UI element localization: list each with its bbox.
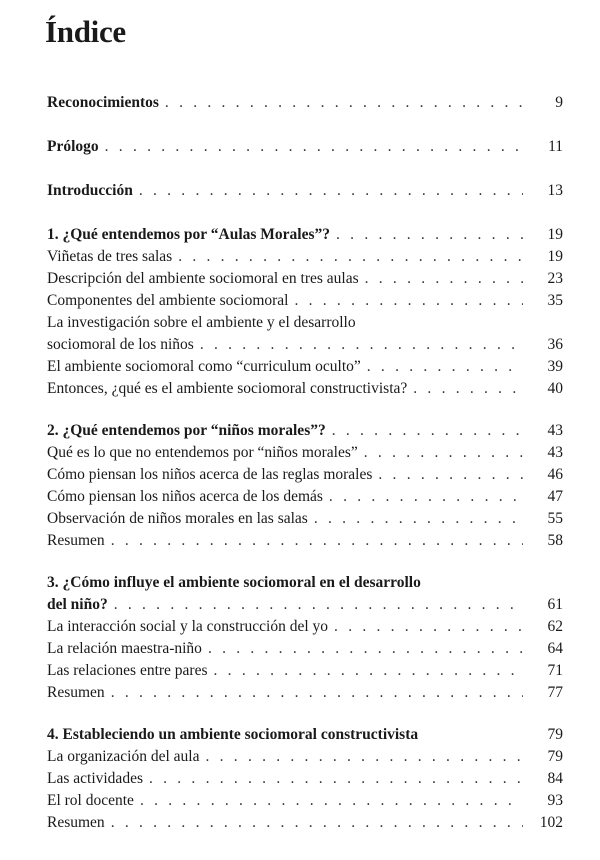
page-number: 84: [547, 770, 563, 787]
page-number: 77: [547, 684, 563, 701]
entry-title: Viñetas de tres salas: [47, 248, 173, 265]
entry-title: Descripción del ambiente sociomoral en tres aulas: [47, 270, 359, 287]
entry-title: Cómo piensan los niños acerca de los demás: [47, 488, 323, 505]
front-matter-entry: [47, 180, 563, 202]
page-number: 19: [547, 226, 563, 243]
page-number: 11: [548, 138, 563, 155]
entry-title: La organización del aula: [47, 748, 200, 765]
chapter-section: [47, 572, 563, 704]
page-number: 62: [547, 618, 563, 635]
chapter-section: [47, 724, 563, 834]
chapter-heading[interactable]: [47, 594, 563, 616]
page-number: 47: [547, 488, 563, 505]
page-number: 23: [547, 270, 563, 287]
dot-leader: [214, 660, 523, 682]
front-matter-entry: [47, 136, 563, 158]
page-number: 93: [547, 792, 563, 809]
dot-leader: [111, 530, 523, 552]
toc-entry[interactable]: [47, 530, 563, 552]
entry-title: Introducción: [47, 182, 133, 199]
dot-leader: [114, 594, 523, 616]
entry-title: La interacción social y la construcción del yo: [47, 618, 329, 635]
page-number: 64: [547, 640, 563, 657]
entry-title: El rol docente: [47, 792, 134, 809]
dot-leader: [200, 334, 523, 356]
dot-leader: [332, 420, 523, 442]
entry-title: Cómo piensan los niños acerca de las reglas morales: [47, 466, 373, 483]
dot-leader: [365, 268, 523, 290]
page-number: 79: [547, 726, 563, 743]
entry-title: Entonces, ¿qué es el ambiente sociomoral constructivista?: [47, 380, 408, 397]
page-number: 35: [547, 292, 563, 309]
toc-entry[interactable]: [47, 246, 563, 268]
page-number: 9: [555, 94, 563, 111]
entry-title: Resumen: [47, 532, 105, 549]
page-number: 43: [547, 422, 563, 439]
entry-title: 4. Estableciendo un ambiente sociomoral constructivista: [47, 726, 419, 743]
dot-leader: [367, 356, 523, 378]
dot-leader: [140, 790, 523, 812]
page-number: 71: [547, 662, 563, 679]
dot-leader: [336, 224, 523, 246]
dot-leader: [378, 464, 523, 486]
dot-leader: [111, 682, 523, 704]
toc-entry[interactable]: [47, 136, 563, 158]
entry-title: Componentes del ambiente sociomoral: [47, 292, 289, 309]
chapter-heading-first-line: 3. ¿Cómo influye el ambiente sociomoral en el desarrollo: [47, 574, 421, 591]
toc-entry[interactable]: [47, 378, 563, 400]
entry-title: Reconocimientos: [47, 94, 159, 111]
entry-title: 1. ¿Qué entendemos por “Aulas Morales”?: [47, 226, 331, 243]
dot-leader: [105, 136, 523, 158]
dot-leader: [334, 616, 523, 638]
dot-leader: [208, 638, 523, 660]
toc-entry[interactable]: [47, 790, 563, 812]
entry-title: Resumen: [47, 814, 105, 831]
page-number: 40: [547, 380, 563, 397]
page-number: 13: [547, 182, 563, 199]
entry-title: 2. ¿Qué entendemos por “niños morales”?: [47, 422, 326, 439]
entry-title: El ambiente sociomoral como “curriculum oculto”: [47, 358, 361, 375]
toc-entry[interactable]: [47, 812, 563, 834]
page-number: 102: [539, 814, 563, 831]
chapter-heading[interactable]: [47, 724, 563, 746]
toc-entry[interactable]: [47, 334, 563, 356]
toc-entry[interactable]: [47, 180, 563, 202]
table-of-contents: [47, 92, 563, 854]
dot-leader: [149, 768, 523, 790]
page-number: 55: [547, 510, 563, 527]
toc-entry[interactable]: [47, 464, 563, 486]
entry-title: del niño?: [47, 596, 108, 613]
chapter-section: [47, 420, 563, 552]
entry-title: sociomoral de los niños: [47, 336, 194, 353]
dot-leader: [206, 746, 524, 768]
toc-entry[interactable]: [47, 486, 563, 508]
chapter-heading[interactable]: [47, 420, 563, 442]
page-number: 79: [547, 748, 563, 765]
dot-leader: [329, 486, 523, 508]
dot-leader: [314, 508, 523, 530]
entry-title: Observación de niños morales en las salas: [47, 510, 308, 527]
entry-title: Prólogo: [47, 138, 99, 155]
toc-entry[interactable]: [47, 746, 563, 768]
entry-title: Resumen: [47, 684, 105, 701]
dot-leader: [178, 246, 523, 268]
page-number: 39: [547, 358, 563, 375]
dot-leader: [165, 92, 523, 114]
toc-entry[interactable]: [47, 682, 563, 704]
toc-entry[interactable]: [47, 638, 563, 660]
toc-entry[interactable]: [47, 356, 563, 378]
page-number: 43: [547, 444, 563, 461]
toc-entry[interactable]: [47, 768, 563, 790]
toc-entry[interactable]: [47, 290, 563, 312]
page-number: 36: [547, 336, 563, 353]
page-number: 58: [547, 532, 563, 549]
page-number: 61: [547, 596, 563, 613]
chapter-heading[interactable]: [47, 224, 563, 246]
toc-entry-first-line: La investigación sobre el ambiente y el desarrollo: [47, 314, 356, 331]
toc-entry[interactable]: [47, 660, 563, 682]
dot-leader: [294, 290, 523, 312]
toc-entry[interactable]: [47, 442, 563, 464]
page-number: 46: [547, 466, 563, 483]
toc-entry[interactable]: [47, 616, 563, 638]
front-matter-entry: [47, 92, 563, 114]
entry-title: Qué es lo que no entendemos por “niños morales”: [47, 444, 358, 461]
page-title: Índice: [45, 14, 126, 49]
dot-leader: [111, 812, 523, 834]
dot-leader: [413, 378, 523, 400]
page-number: 19: [547, 248, 563, 265]
dot-leader: [139, 180, 523, 202]
toc-entry[interactable]: [47, 268, 563, 290]
dot-leader: [364, 442, 523, 464]
toc-entry[interactable]: [47, 92, 563, 114]
toc-entry[interactable]: [47, 508, 563, 530]
chapter-section: [47, 224, 563, 400]
entry-title: Las actividades: [47, 770, 143, 787]
entry-title: Las relaciones entre pares: [47, 662, 208, 679]
entry-title: La relación maestra-niño: [47, 640, 202, 657]
